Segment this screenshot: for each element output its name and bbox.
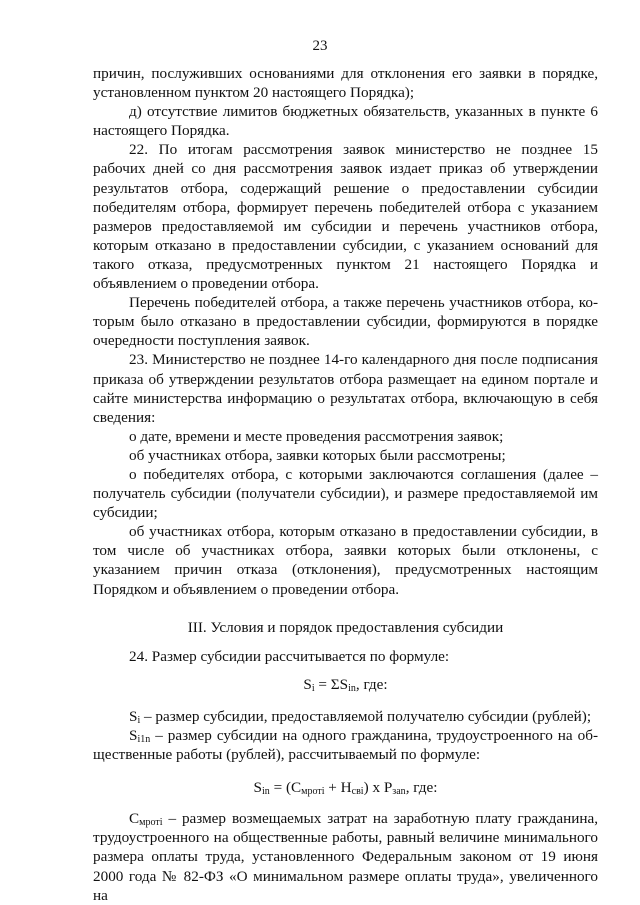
page-number: 23 xyxy=(312,38,328,54)
formula1-tail: , где: xyxy=(355,675,388,693)
def-s-in-sub: i1n xyxy=(137,734,151,745)
paragraph-24: 24. Размер субсидии рассчитывается по формуле: xyxy=(129,647,450,665)
formula1-lhs-sub: i xyxy=(311,682,315,694)
definition-s-in xyxy=(93,726,598,764)
paragraph-winners-list: Перечень победителей отбора, а также перечень участников отбора, которым было отказано в предоставлении субсидии, формируются в порядке очередности поступления заявок. xyxy=(93,294,598,350)
paragraph-p1: причин, послуживших основаниями для отклонения его заявки в порядке, установленном пунктом 20 настоящего Порядка); xyxy=(93,65,598,102)
formula2-lhs-sub: in xyxy=(262,786,270,798)
def-c-mrot-text: – размер возмещаемых затрат на заработную плату гражданина, трудоустроенного на общественные работы, равный величине минимального размера оплаты труда, установленного Федеральным законом от 19 июня 2000 года № 82-ФЗ «О минимальном размере оплаты труда», увеличенного на xyxy=(93,810,599,904)
formula2-tail: , где: xyxy=(405,779,438,797)
formula-subsidy-per-citizen xyxy=(93,778,598,797)
def-s-i-symbol: S xyxy=(129,707,138,725)
paragraph-info-date: о дате, времени и месте проведения рассмотрения заявок; xyxy=(129,427,504,445)
formula1-lhs: S xyxy=(303,675,312,693)
section-heading: III. Условия и порядок предоставления субсидии xyxy=(187,618,504,636)
def-s-i-text: – размер субсидии, предоставляемой получателю субсидии (рублей); xyxy=(144,707,592,725)
def-c-mrot-symbol: C xyxy=(129,810,140,828)
formula-subsidy-total xyxy=(93,675,598,694)
formula2-part1: = (C xyxy=(269,779,302,797)
formula1-eq: = ΣS xyxy=(314,675,349,693)
def-s-in-text: – размер субсидии на одного гражданина, трудоустроенного на общественные работы (рублей), рассчитываемый по формуле: xyxy=(93,727,598,764)
paragraph-info-rejected: об участниках отбора, которым отказано в предоставлении субсидии, в том числе об участниках отбора, заявки которых были отклонены, с указанием причин отказа (отклонения), предусмотренных настоящим Порядком и объявлением о проведении отбора. xyxy=(93,523,598,598)
paragraph-22: 22. По итогам рассмотрения заявок министерство не позднее 15 рабочих дней со дня рассмотрения заявок издает приказ об утверждении результатов отбора, содержащий решение о предоставлении субсидии победителям отбора, формирует перечень победителей отбора с указанием размеров предоставляемой им субсидии и перечень участников отбора, которым отказано в предоставлении субсидии, с указанием оснований для такого отказа, предусмотренных пунктом 21 настоящего Порядка и объявлением о проведении отбора. xyxy=(93,141,598,293)
def-s-i-sub: i xyxy=(137,714,141,726)
document-body xyxy=(93,64,598,905)
formula2-sub3: заn xyxy=(392,786,406,798)
def-c-mrot-sub: мротi xyxy=(139,817,163,829)
formula2-part2: + H xyxy=(324,779,352,797)
formula2-lhs: S xyxy=(253,779,262,797)
definition-s-i xyxy=(93,707,598,726)
formula2-sub2: свi xyxy=(351,786,364,798)
paragraph-info-participants: об участниках отбора, заявки которых были рассмотрены; xyxy=(129,446,506,464)
paragraph-23: 23. Министерство не позднее 14-го календарного дня после подписания приказа об утверждении результатов отбора размещает на едином портале и сайте министерства информацию о результатах отбора, включающую в себя сведения: xyxy=(93,351,598,426)
paragraph-p2: д) отсутствие лимитов бюджетных обязательств, указанных в пункте 6 настоящего Порядка. xyxy=(93,103,598,140)
formula2-part3: ) x P xyxy=(363,779,393,797)
def-s-in-symbol: S xyxy=(129,727,138,744)
definition-c-mrot xyxy=(93,809,598,904)
formula1-sum-sub: in xyxy=(348,682,356,694)
paragraph-info-winners: о победителях отбора, с которыми заключаются соглашения (далее – получатель субсидии (получатели субсидии), и размере предоставляемой им субсидии; xyxy=(93,465,598,522)
formula2-sub1: мротi xyxy=(301,786,325,798)
